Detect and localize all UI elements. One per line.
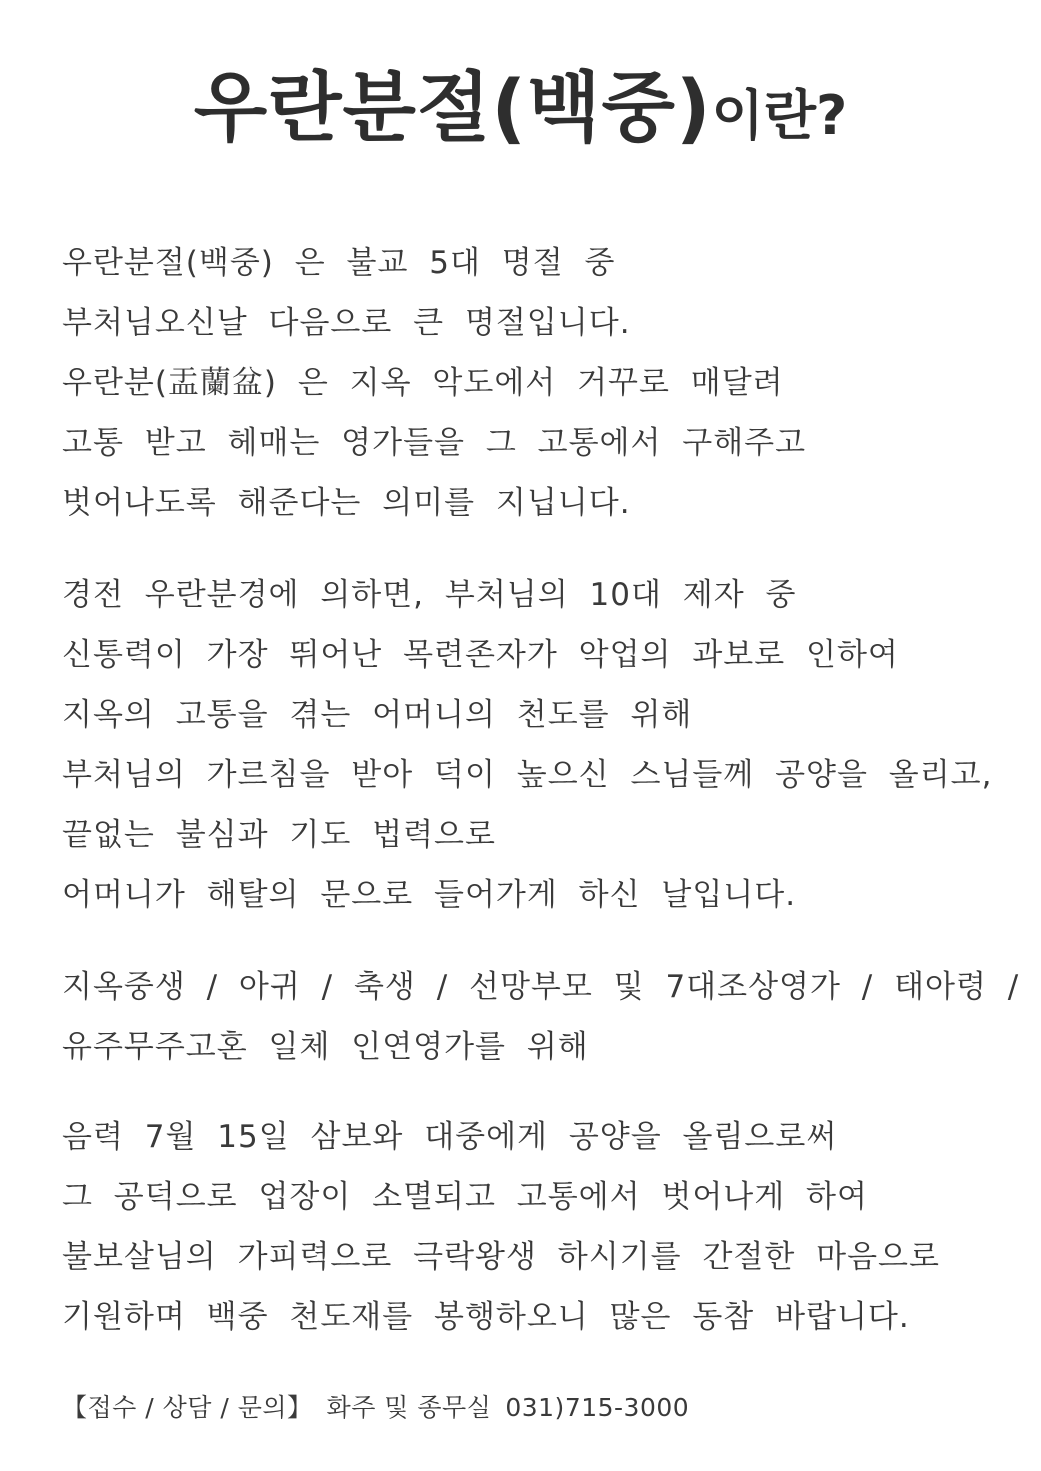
text-line: 끝없는 불심과 기도 법력으로	[62, 817, 496, 853]
text-line: 고통 받고 헤매는 영가들을 그 고통에서 구해주고	[62, 425, 807, 461]
text-line: 부처님의 가르침을 받아 덕이 높으신 스님들께 공양을 올리고,	[62, 757, 993, 793]
paragraph-intro	[62, 233, 1022, 533]
title-suffix: 이란?	[711, 84, 848, 147]
text-line: 불보살님의 가피력으로 극락왕생 하시기를 간절한 마음으로	[62, 1239, 940, 1275]
text-line: 그 공덕으로 업장이 소멸되고 고통에서 벗어나게 하여	[62, 1179, 868, 1215]
contact-office: 화주 및 종무실	[326, 1393, 492, 1422]
paragraph-invitation	[62, 1107, 1022, 1347]
paragraph-beneficiaries	[62, 957, 1022, 1077]
paragraph-sutra	[62, 565, 1022, 925]
text-line: 음력 7월 15일 삼보와 대중에게 공양을 올림으로써	[62, 1119, 838, 1155]
text-line: 부처님오신날 다음으로 큰 명절입니다.	[62, 305, 631, 341]
contact-info	[62, 1388, 689, 1428]
text-line: 지옥의 고통을 겪는 어머니의 천도를 위해	[62, 697, 693, 733]
text-line: 벗어나도록 해준다는 의미를 지닙니다.	[62, 485, 631, 521]
text-line: 우란분절(백중) 은 불교 5대 명절 중	[62, 245, 616, 281]
page-title	[0, 63, 1041, 152]
contact-label: 【접수 / 상담 / 문의】	[62, 1393, 313, 1422]
contact-phone: 031)715-3000	[505, 1393, 690, 1422]
text-line: 기원하며 백중 천도재를 봉행하오니 많은 동참 바랍니다.	[62, 1299, 910, 1335]
text-line: 경전 우란분경에 의하면, 부처님의 10대 제자 중	[62, 577, 797, 613]
text-line: 지옥중생 / 아귀 / 축생 / 선망부모 및 7대조상영가 / 태아령 /	[62, 969, 1020, 1005]
text-line: 어머니가 해탈의 문으로 들어가게 하신 날입니다.	[62, 877, 797, 913]
title-main: 우란분절(백중)	[193, 63, 712, 152]
text-line: 우란분(盂蘭盆) 은 지옥 악도에서 거꾸로 매달려	[62, 365, 784, 401]
text-line: 유주무주고혼 일체 인연영가를 위해	[62, 1029, 589, 1065]
text-line: 신통력이 가장 뛰어난 목련존자가 악업의 과보로 인하여	[62, 637, 899, 673]
